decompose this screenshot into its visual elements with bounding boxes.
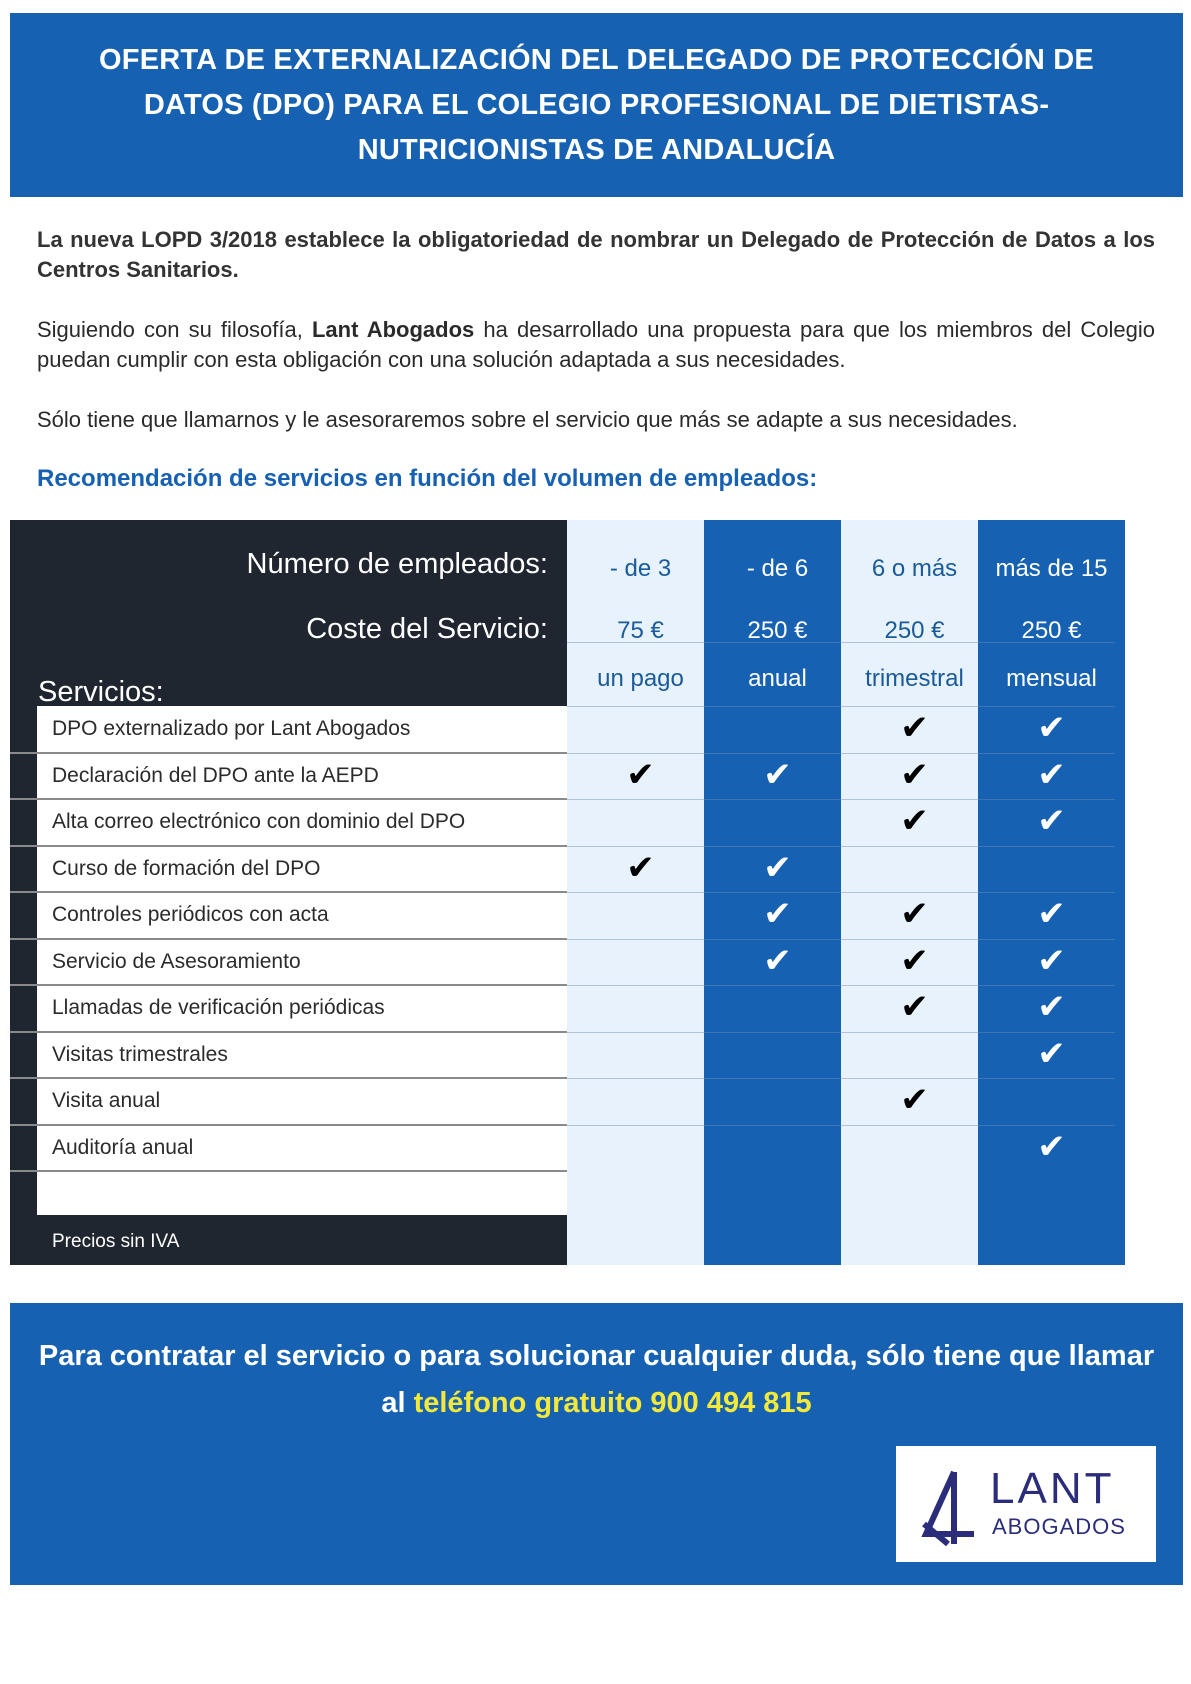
check-icon: ✔: [900, 895, 929, 933]
service-row-divider: [10, 1124, 567, 1126]
header-divider: [704, 706, 841, 707]
header-divider: [841, 706, 978, 707]
header-divider: [567, 642, 704, 643]
check-icon: ✔: [900, 941, 929, 980]
employees-label: Número de empleados:: [246, 548, 548, 580]
page-header: [10, 13, 1183, 197]
intro-p2-text: Siguiendo con su filosofía,: [37, 317, 312, 342]
row-divider: [704, 892, 841, 893]
plan-period: anual: [748, 665, 807, 692]
plan-cost: 250 €: [747, 617, 808, 644]
row-divider: [978, 1032, 1115, 1033]
row-divider: [704, 985, 841, 986]
row-divider: [841, 1078, 978, 1079]
intro-lead: La nueva LOPD 3/2018 establece la obligatoriedad de nombrar un Delegado de Protección de Datos a los Centros Sanitarios.: [37, 227, 1155, 282]
plan-column: [567, 520, 714, 1265]
plan-period: mensual: [1006, 665, 1097, 692]
contact-text: [30, 1333, 1163, 1427]
check-icon: ✔: [1037, 755, 1066, 794]
check-icon: ✔: [763, 941, 792, 980]
check-icon: ✔: [1037, 1034, 1066, 1073]
plan-employees: - de 3: [609, 555, 672, 582]
row-divider: [567, 1125, 704, 1126]
row-divider: [567, 799, 704, 800]
check-icon: ✔: [626, 755, 655, 794]
services-table: [10, 520, 1183, 1265]
plan-employees: 6 o más: [871, 555, 958, 582]
service-row-divider: [10, 1170, 567, 1172]
row-divider: [978, 1078, 1115, 1079]
header-divider: [978, 642, 1115, 643]
check-icon: ✔: [1037, 988, 1066, 1026]
page-title: OFERTA DE EXTERNALIZACIÓN DEL DELEGADO DE PROTECCIÓN DE DATOS (DPO) PARA EL COLEGIO PROFESIONAL DE DIETISTAS-NUTRICIONISTAS DE ANDALUCÍA: [99, 43, 1094, 166]
row-divider: [978, 753, 1115, 754]
row-divider: [978, 1125, 1115, 1126]
row-divider: [841, 846, 978, 847]
check-icon: ✔: [1037, 709, 1066, 747]
lant-logo-icon: [920, 1468, 980, 1548]
check-icon: ✔: [900, 1081, 929, 1119]
check-icon: ✔: [1037, 895, 1066, 933]
check-icon: ✔: [1037, 941, 1066, 980]
row-divider: [567, 892, 704, 893]
row-divider: [704, 753, 841, 754]
check-icon: ✔: [900, 802, 929, 840]
prices-note: Precios sin IVA: [52, 1231, 180, 1252]
row-divider: [841, 939, 978, 940]
check-icon: ✔: [1037, 802, 1066, 840]
row-divider: [978, 892, 1115, 893]
row-divider: [567, 1078, 704, 1079]
row-divider: [704, 1032, 841, 1033]
row-divider: [841, 1032, 978, 1033]
check-icon: ✔: [1037, 1127, 1066, 1166]
row-divider: [978, 939, 1115, 940]
header-divider: [704, 642, 841, 643]
service-row-label: Visitas trimestrales: [52, 1042, 228, 1066]
brand-name: Lant Abogados: [311, 317, 475, 342]
plan-period: trimestral: [865, 665, 964, 692]
plan-period: un pago: [597, 665, 684, 692]
row-divider: [978, 799, 1115, 800]
row-divider: [841, 799, 978, 800]
contact-footer: [10, 1303, 1183, 1585]
logo-subtitle: ABOGADOS: [992, 1514, 1126, 1539]
row-divider: [567, 1032, 704, 1033]
check-icon: ✔: [900, 709, 929, 747]
phone-highlight: teléfono gratuito 900 494 815: [413, 1387, 812, 1419]
row-divider: [567, 939, 704, 940]
row-divider: [978, 985, 1115, 986]
service-row-divider: [10, 891, 567, 893]
services-label: Servicios:: [38, 676, 164, 708]
header-divider: [978, 706, 1115, 707]
intro-section: [37, 225, 1155, 465]
row-divider: [704, 939, 841, 940]
service-row-label: DPO externalizado por Lant Abogados: [52, 717, 411, 740]
header-divider: [567, 706, 704, 707]
service-row-label: Curso de formación del DPO: [52, 856, 321, 880]
row-divider: [704, 1125, 841, 1126]
plan-cost: 75 €: [617, 617, 664, 644]
recommendation-title: Recomendación de servicios en función del volumen de empleados:: [37, 465, 818, 492]
check-icon: ✔: [626, 848, 655, 887]
plan-column: [841, 520, 988, 1265]
service-row-label: Declaración del DPO ante la AEPD: [52, 763, 379, 787]
row-divider: [841, 985, 978, 986]
row-divider: [841, 753, 978, 754]
logo-name: LANT: [990, 1464, 1115, 1513]
intro-paragraph-2: [37, 315, 1155, 375]
check-icon: ✔: [763, 895, 792, 933]
service-row-label: Visita anual: [52, 1089, 161, 1112]
plan-column: [704, 520, 851, 1265]
service-row-divider: [10, 1077, 567, 1079]
row-divider: [567, 985, 704, 986]
row-divider: [704, 846, 841, 847]
check-icon: ✔: [900, 988, 929, 1026]
plan-employees: - de 6: [746, 555, 809, 582]
service-row-label: Llamadas de verificación periódicas: [52, 996, 385, 1019]
service-row-divider: [10, 798, 567, 800]
contact-sentence: Para contratar el servicio o para solucionar cualquier duda, sólo tiene que llamar al: [38, 1340, 1155, 1419]
service-row-divider: [10, 752, 567, 754]
intro-paragraph-3: Sólo tiene que llamarnos y le asesoraremos sobre el servicio que más se adapte a sus necesidades.: [37, 407, 1018, 432]
header-divider: [841, 642, 978, 643]
lant-logo: [896, 1446, 1156, 1562]
row-divider: [978, 846, 1115, 847]
plan-employees: más de 15: [995, 555, 1108, 582]
plan-cost: 250 €: [1021, 617, 1082, 644]
service-row-divider: [10, 845, 567, 847]
check-icon: ✔: [763, 755, 792, 794]
service-row-label: Alta correo electrónico con dominio del DPO: [52, 810, 466, 833]
row-divider: [841, 1125, 978, 1126]
row-divider: [704, 799, 841, 800]
check-icon: ✔: [763, 848, 792, 887]
row-divider: [704, 1078, 841, 1079]
service-row-divider: [10, 1031, 567, 1033]
cost-label: Coste del Servicio:: [306, 613, 548, 645]
intro-p2-text-end: ha desarrollado una propuesta para que los miembros del Colegio puedan cumplir con esta obligación con una solución adaptada a sus necesidades.: [37, 317, 1155, 372]
row-divider: [841, 892, 978, 893]
row-divider: [567, 846, 704, 847]
row-divider: [567, 753, 704, 754]
service-row-divider: [10, 938, 567, 940]
service-row-label: Controles periódicos con acta: [52, 903, 329, 926]
plan-cost: 250 €: [884, 617, 945, 644]
plan-column: [978, 520, 1125, 1265]
service-row-label: Auditoría anual: [52, 1135, 194, 1159]
service-row-divider: [10, 984, 567, 986]
check-icon: ✔: [900, 755, 929, 794]
service-row-label: Servicio de Asesoramiento: [52, 949, 301, 973]
